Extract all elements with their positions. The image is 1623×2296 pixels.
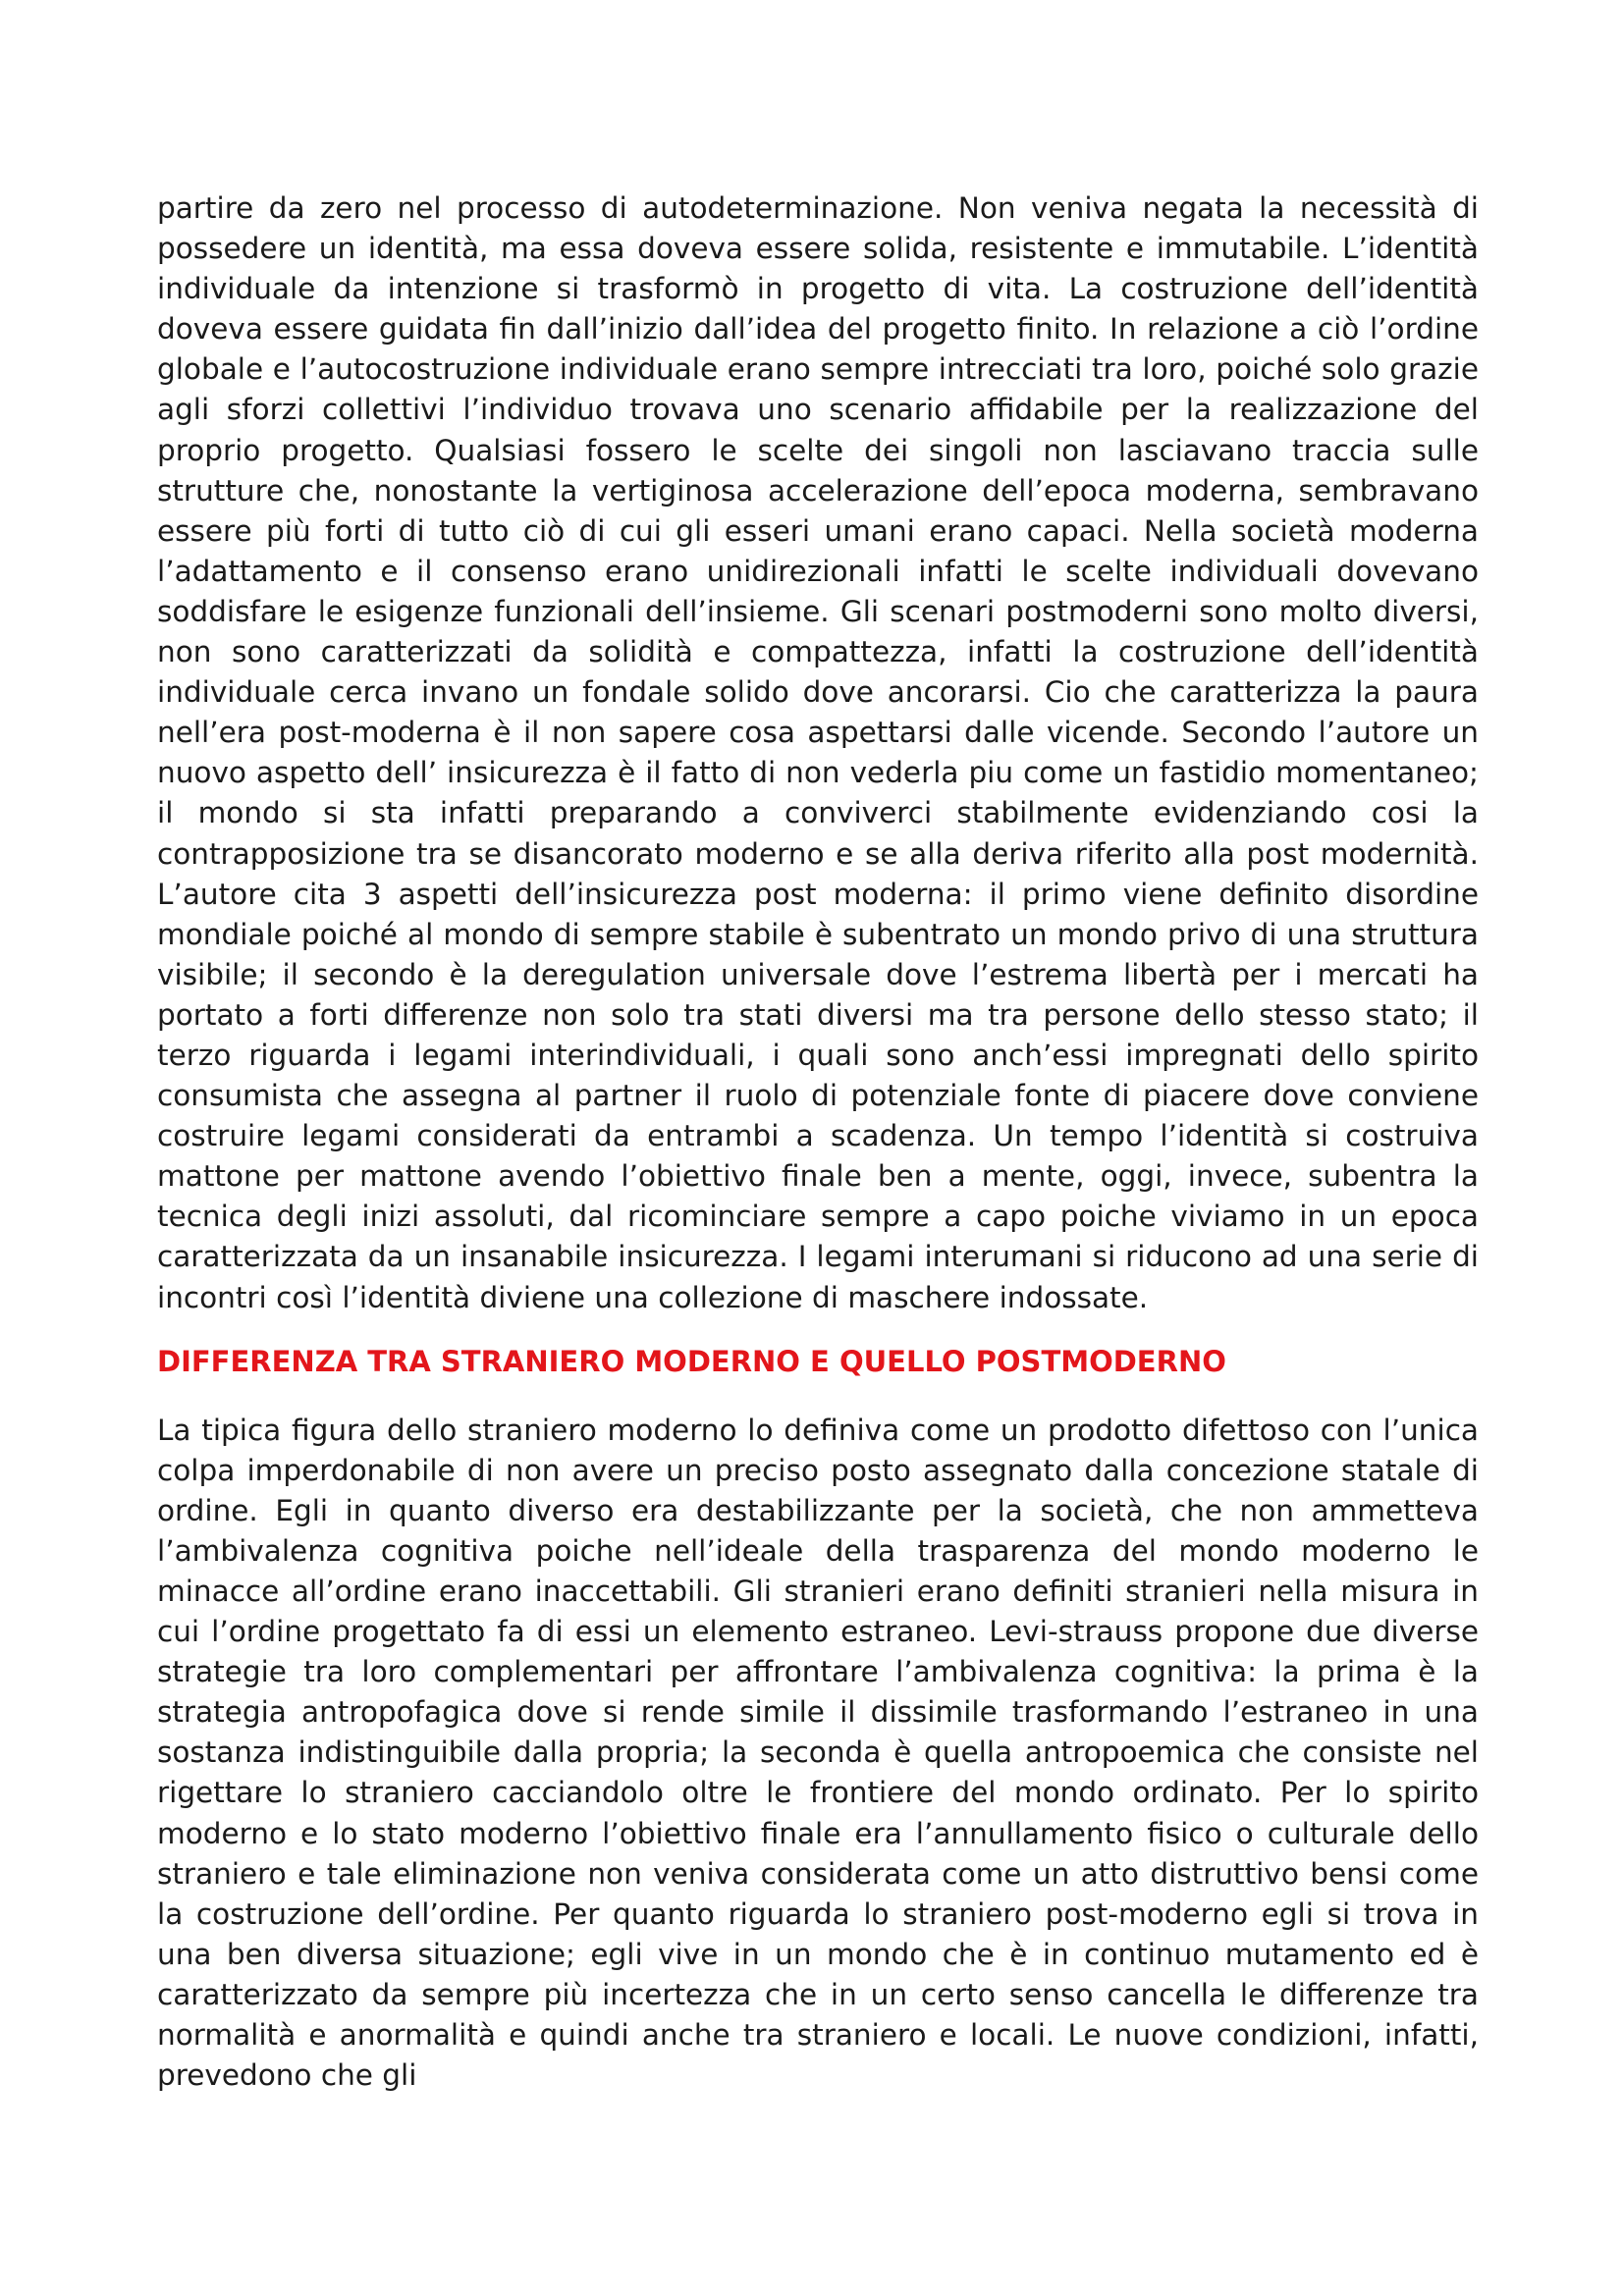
paragraph-stranger: La tipica figura dello straniero moderno lo definiva come un prodotto difettoso con l’unica colpa imperdonabile di non avere un preciso posto assegnato dalla concezione statale di ordine. Egli in quanto diverso era destabilizzante per la società, che non ammetteva l’ambivalenza cognitiva poiche nell’ideale della trasparenza del mondo moderno le minacce all’ordine erano inaccettabili. Gli stranieri erano definiti stranieri nella misura in cui l’ordine progettato fa di essi un elemento estraneo. Levi-strauss propone due diverse strategie tra loro complementari per affrontare l’ambivalenza cognitiva: la prima è la strategia antropofagica dove si rende simile il dissimile trasformando l’estraneo in una sostanza indistinguibile dalla propria; la seconda è quella antropoemica che consiste nel rigettare lo straniero cacciandolo oltre le frontiere del mondo ordinato. Per lo spirito moderno e lo stato moderno l’obiettivo finale era l’annullamento fisico o culturale dello straniero e tale eliminazione non veniva considerata come un atto distruttivo bensi come la costruzione dell’ordine. Per quanto riguarda lo straniero post-moderno egli si trova in una ben diversa situazione; egli vive in un mondo che è in continuo mutamento ed è caratterizzato da sempre più incertezza che in un certo senso cancella le differenze tra normalità e anormalità e quindi anche tra straniero e locali. Le nuove condizioni, infatti, prevedono che gli: [157, 1413, 1479, 2093]
section-heading: DIFFERENZA TRA STRANIERO MODERNO E QUELLO POSTMODERNO: [157, 1344, 1226, 1378]
document-body: [157, 188, 1479, 2096]
paragraph-identity: partire da zero nel processo di autodeterminazione. Non veniva negata la necessità di possedere un identità, ma essa doveva essere solida, resistente e immutabile. L’identità individuale da intenzione si trasformò in progetto di vita. La costruzione dell’identità doveva essere guidata fin dall’inizio dall’idea del progetto finito. In relazione a ciò l’ordine globale e l’autocostruzione individuale erano sempre intrecciati tra loro, poiché solo grazie agli sforzi collettivi l’individuo trovava uno scenario affidabile per la realizzazione del proprio progetto. Qualsiasi fossero le scelte dei singoli non lasciavano traccia sulle strutture che, nonostante la vertiginosa accelerazione dell’epoca moderna, sembravano essere più forti di tutto ciò di cui gli esseri umani erano capaci. Nella società moderna l’adattamento e il consenso erano unidirezionali infatti le scelte individuali dovevano soddisfare le esigenze funzionali dell’insieme. Gli scenari postmoderni sono molto diversi, non sono caratterizzati da solidità e compattezza, infatti la costruzione dell’identità individuale cerca invano un fondale solido dove ancorarsi. Cio che caratterizza la paura nell’era post-moderna è il non sapere cosa aspettarsi dalle vicende. Secondo l’autore un nuovo aspetto dell’ insicurezza è il fatto di non vederla piu come un fastidio momentaneo; il mondo si sta infatti preparando a conviverci stabilmente evidenziando cosi la contrapposizione tra se disancorato moderno e se alla deriva riferito alla post modernità. L’autore cita 3 aspetti dell’insicurezza post moderna: il primo viene definito disordine mondiale poiché al mondo di sempre stabile è subentrato un mondo privo di una struttura visibile; il secondo è la deregulation universale dove l’estrema libertà per i mercati ha portato a forti differenze non solo tra stati diversi ma tra persone dello stesso stato; il terzo riguarda i legami interindividuali, i quali sono anch’essi impregnati dello spirito consumista che assegna al partner il ruolo di potenziale fonte di piacere dove conviene costruire legami considerati da entrambi a scadenza. Un tempo l’identità si costruiva mattone per mattone avendo l’obiettivo finale ben a mente, oggi, invece, subentra la tecnica degli inizi assoluti, dal ricominciare sempre a capo poiche viviamo in un epoca caratterizzata da un insanabile insicurezza. I legami interumani si riducono ad una serie di incontri così l’identità diviene una collezione di maschere indossate.: [157, 191, 1479, 1314]
